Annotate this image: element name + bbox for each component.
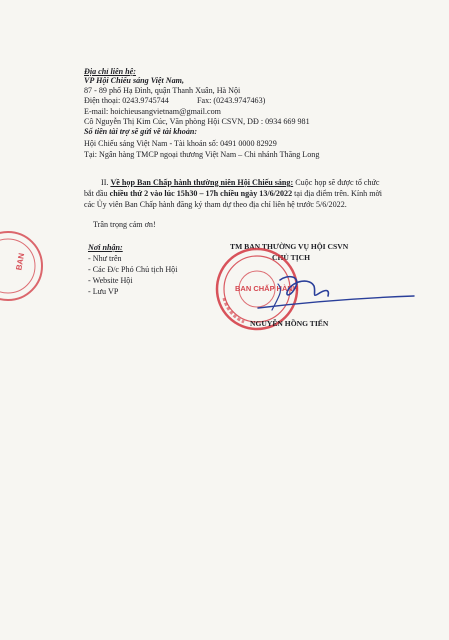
recipients-heading: Nơi nhận: [88, 243, 123, 252]
contact-fax: Fax: (0243.9747463) [197, 96, 266, 105]
contact-org: VP Hội Chiếu sáng Việt Nam, [84, 76, 184, 85]
partial-seal-left [0, 226, 46, 306]
thanks-text: Trân trọng cảm ơn! [93, 220, 156, 229]
section2-heading: Về họp Ban Chấp hành thường niên Hội Chiếu sáng: [110, 178, 294, 187]
contact-phone: Điện thoại: 0243.9745744 [84, 96, 169, 105]
contact-person: Cô Nguyễn Thị Kim Cúc, Văn phòng Hội CSVN, DĐ : 0934 669 981 [84, 117, 310, 126]
signature-role: CHỦ TỊCH [272, 253, 311, 262]
handwritten-signature [218, 268, 418, 318]
signature-title: TM BAN THƯỜNG VỤ HỘI CSVN [230, 242, 349, 251]
recipient-item: - Website Hội [88, 276, 133, 285]
section2-line2-rest: tại địa điểm trên. Kính mời [292, 189, 383, 198]
section2-line1-rest: Cuộc họp sẽ được tổ chức [293, 178, 380, 187]
section2-line2-start: bắt đầu [84, 189, 110, 198]
contact-address: 87 - 89 phố Hạ Đình, quận Thanh Xuân, Hà Nội [84, 86, 241, 95]
signer-name: NGUYỄN HỒNG TIẾN [250, 319, 329, 328]
section2-line1 [101, 178, 380, 188]
account-heading: Số tiền tài trợ sẽ gửi về tài khoản: [84, 127, 198, 136]
section2-meeting-time: chiều thứ 2 vào lúc 15h30 – 17h chiều ngày 13/6/2022 [109, 189, 293, 198]
recipient-item: - Như trên [88, 254, 122, 263]
account-number: Hội Chiếu sáng Việt Nam - Tài khoản số: 0491 0000 82929 [84, 139, 277, 148]
contact-email: E-mail: hoichieusangvietnam@gmail.com [84, 107, 221, 116]
recipient-item: - Các Đ/c Phó Chủ tịch Hội [88, 265, 178, 274]
svg-text:BAN: BAN [14, 252, 27, 271]
contact-heading: Địa chỉ liên hệ: [84, 67, 136, 76]
section2-line3: các Ủy viên Ban Chấp hành đăng ký tham dự theo địa chỉ liên hệ trước 5/6/2022. [84, 200, 347, 209]
recipient-item: - Lưu VP [88, 287, 119, 296]
section2-number: II. [101, 178, 111, 187]
svg-text:BAN CHẤP HÀNH: BAN CHẤP HÀNH [235, 284, 299, 293]
bank-name: Tại: Ngân hàng TMCP ngoại thương Việt Nam – Chi nhánh Thăng Long [84, 150, 320, 159]
section2-line2 [84, 189, 382, 199]
